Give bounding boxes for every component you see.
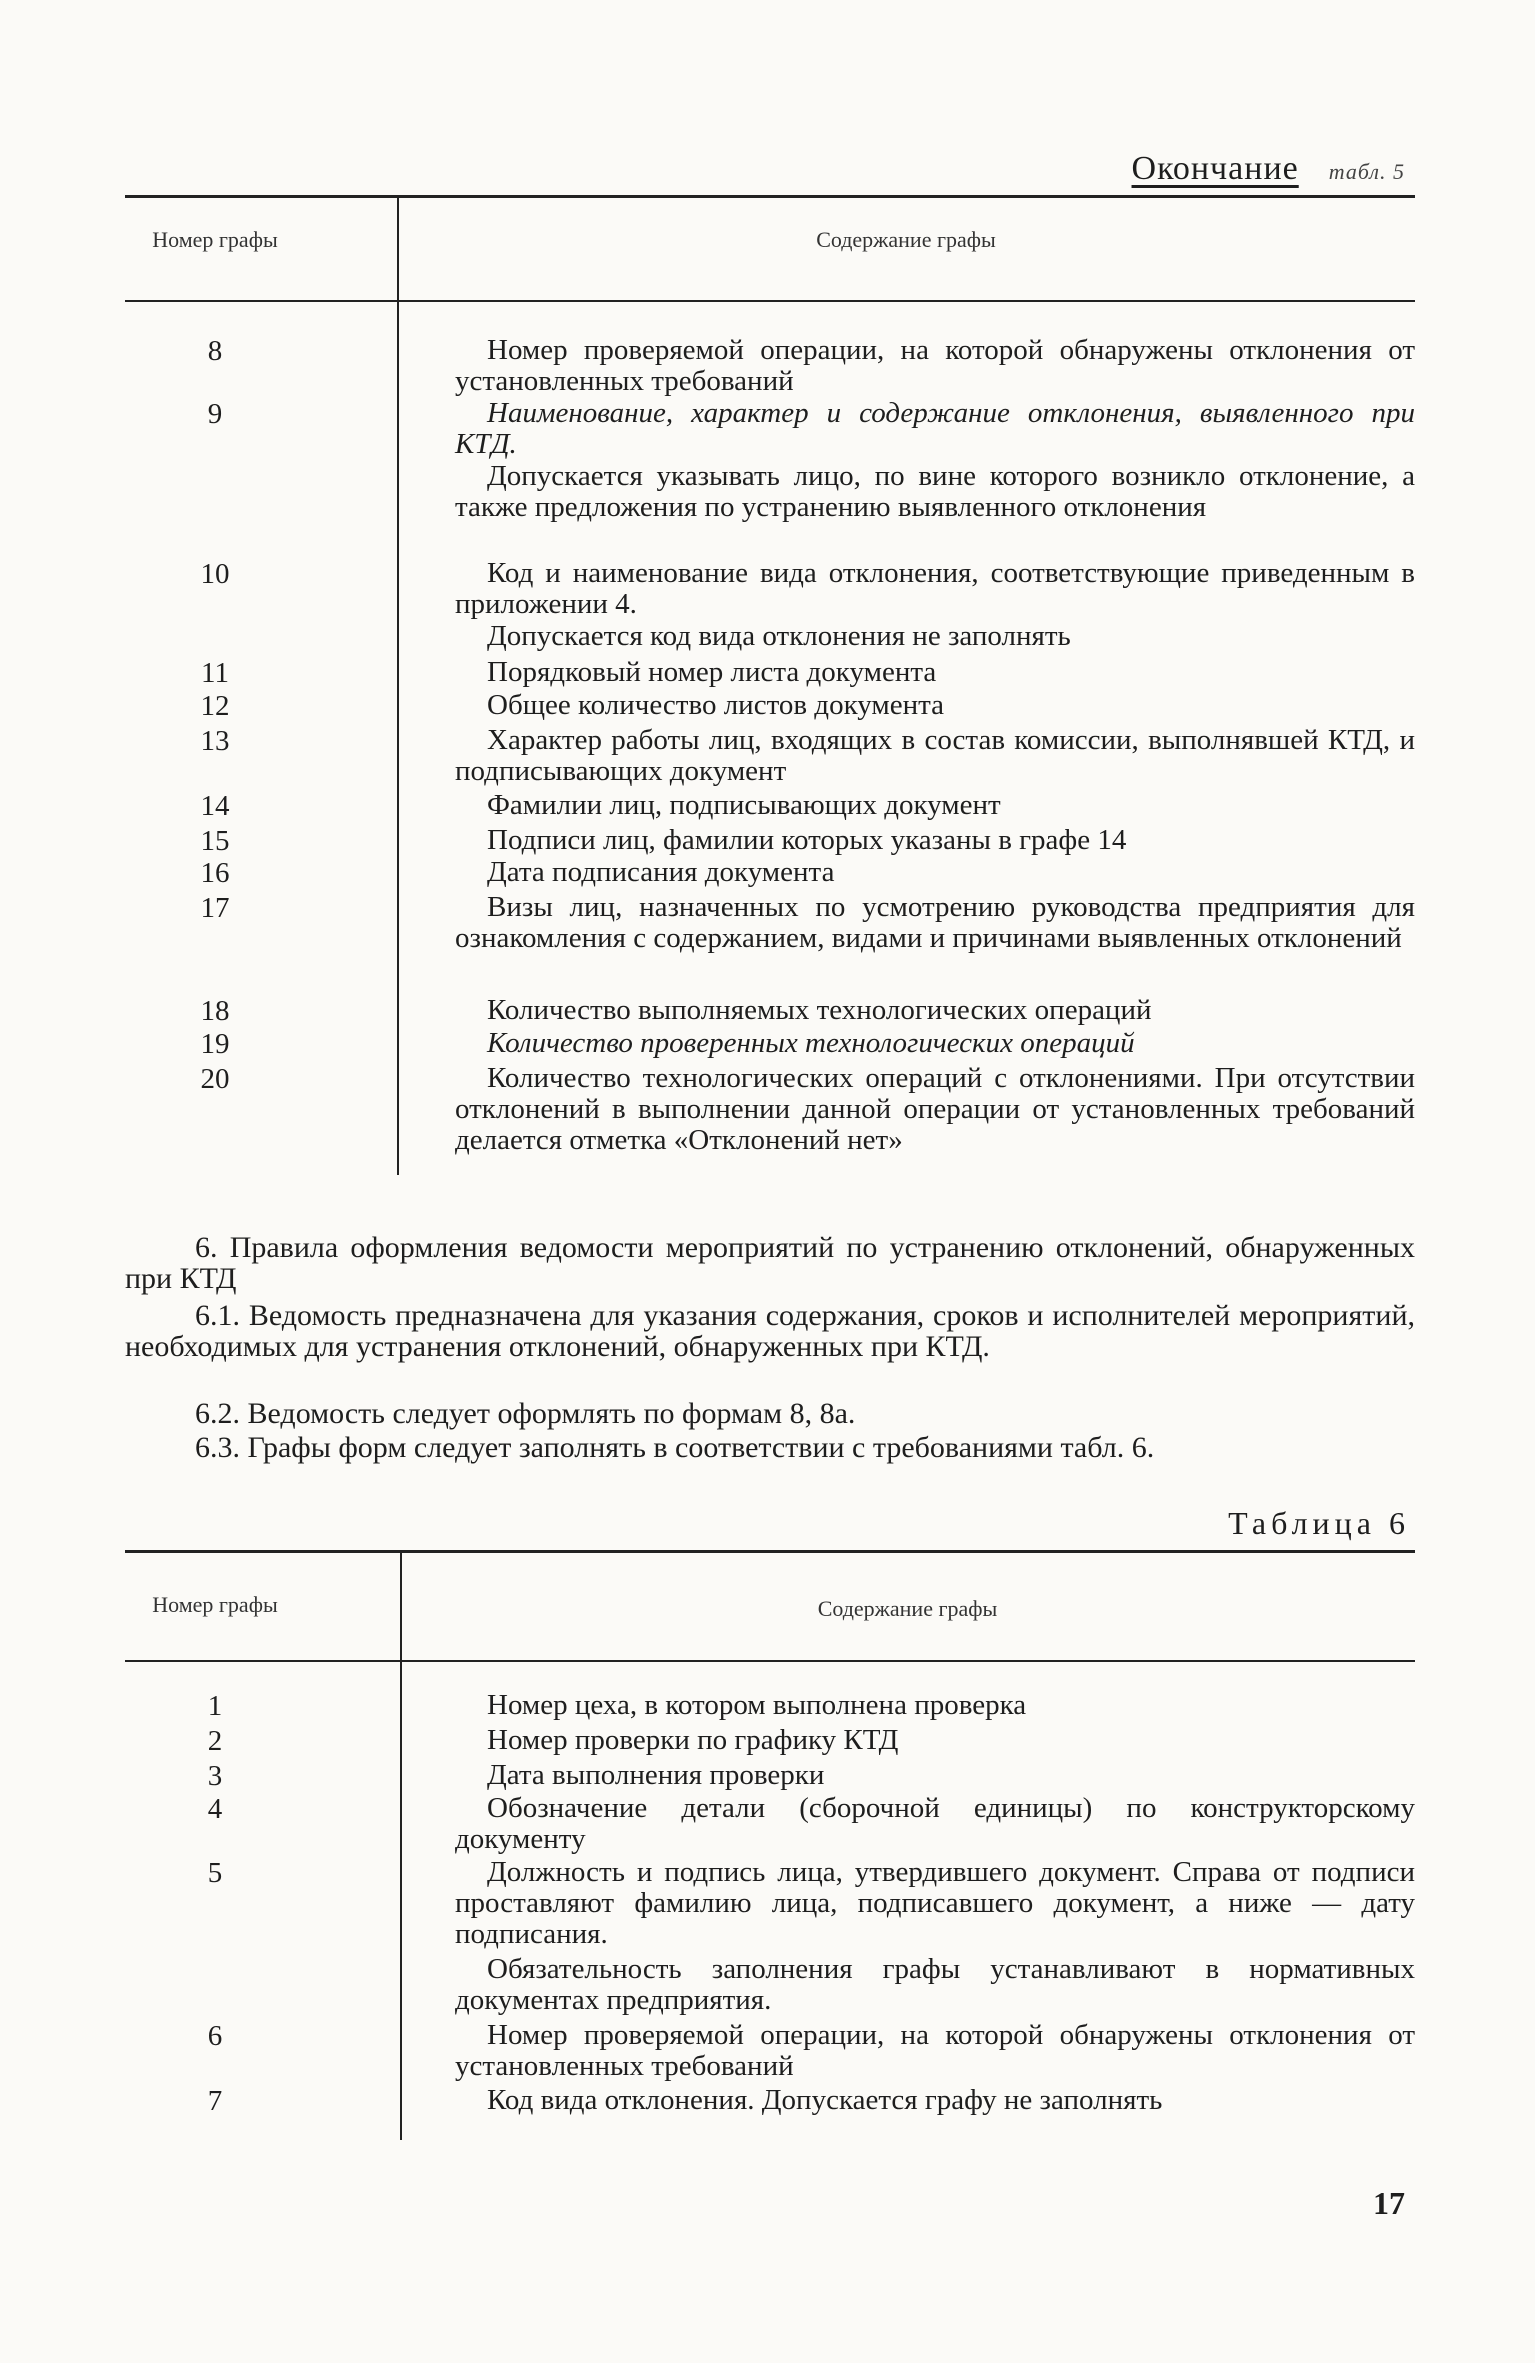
row-content: Номер проверяемой операции, на которой обнаружены отклонения от установленных требований	[455, 2019, 1415, 2082]
row-content: Номер проверки по графику КТД	[487, 1724, 899, 1756]
page-number: 17	[1373, 2185, 1405, 2221]
row-content: Фамилии лиц, подписывающих документ	[487, 789, 1001, 821]
row-content: Подписи лиц, фамилии которых указаны в графе 14	[487, 824, 1127, 856]
table-6-caption: Таблица 6	[1228, 1505, 1410, 1541]
row-number: 8	[207, 335, 223, 367]
header-col-number: Номер графы	[152, 227, 278, 252]
row-content: Должность и подпись лица, утвердившего документ. Справа от подписи проставляют фамилию лица, подписавшего документ, а ниже — дату подписания.	[455, 1856, 1415, 1950]
row-number: 5	[207, 1857, 223, 1889]
paragraph-6-3: 6.3. Графы форм следует заполнять в соответствии с требованиями табл. 6.	[195, 1431, 1155, 1464]
table-column-divider	[397, 195, 399, 1175]
row-number: 18	[200, 995, 230, 1027]
header-col-content: Содержание графы	[816, 227, 996, 252]
row-number: 4	[207, 1793, 223, 1825]
row-number: 11	[201, 657, 229, 689]
row-content: Количество проверенных технологических операций	[487, 1027, 1135, 1059]
table-column-divider	[400, 1550, 402, 2140]
row-number: 14	[200, 790, 230, 822]
row-content: Код и наименование вида отклонения, соответствующие приведенным в приложении 4.	[455, 557, 1415, 620]
row-number: 19	[200, 1028, 230, 1060]
row-content: Визы лиц, назначенных по усмотрению руководства предприятия для ознакомления с содержанием, видами и причинами выявленных отклонений	[455, 891, 1415, 954]
continuation-title	[1132, 150, 1405, 188]
row-content: Общее количество листов документа	[487, 689, 945, 721]
header-col-number: Номер графы	[152, 1592, 278, 1617]
row-content: Количество выполняемых технологических операций	[487, 994, 1152, 1026]
row-content: Количество технологических операций с отклонениями. При отсутствии отклонений в выполнении данной операции от установленных требований делается отметка «Отклонений нет»	[455, 1062, 1415, 1156]
row-number: 7	[207, 2085, 223, 2117]
row-number: 2	[207, 1725, 223, 1757]
row-content: Номер проверяемой операции, на которой обнаружены отклонения от установленных требований	[455, 334, 1415, 397]
row-content: Допускается указывать лицо, по вине которого возникло отклонение, а также предложения по устранению выявленного отклонения	[455, 460, 1415, 523]
paragraph-6-2: 6.2. Ведомость следует оформлять по формам 8, 8а.	[195, 1397, 856, 1430]
table-6	[125, 1550, 1415, 2140]
continuation-label: Окончание	[1131, 150, 1299, 187]
row-number: 13	[200, 725, 230, 757]
row-number: 3	[207, 1760, 223, 1792]
row-content: Порядковый номер листа документа	[487, 656, 937, 688]
row-number: 10	[200, 558, 230, 590]
row-number: 1	[207, 1690, 223, 1722]
row-content: Номер цеха, в котором выполнена проверка	[487, 1689, 1027, 1721]
table-header-rule	[125, 300, 1415, 302]
row-content: Обязательность заполнения графы устанавливают в нормативных документах предприятия.	[455, 1953, 1415, 2016]
row-number: 16	[200, 857, 230, 889]
row-number: 17	[200, 892, 230, 924]
row-content: Дата выполнения проверки	[487, 1759, 825, 1791]
header-col-content: Содержание графы	[817, 1596, 998, 1621]
row-content: Допускается код вида отклонения не заполнять	[487, 620, 1071, 652]
paragraph-6-1: 6.1. Ведомость предназначена для указания содержания, сроков и исполнителей мероприятий, необходимых для устранения отклонений, обнаруженных при КТД.	[125, 1299, 1415, 1363]
row-number: 12	[200, 690, 230, 722]
row-number: 15	[200, 825, 230, 857]
row-content: Характер работы лиц, входящих в состав комиссии, выполнявшей КТД, и подписывающих документ	[455, 724, 1415, 787]
row-number: 6	[207, 2020, 223, 2052]
section-6-heading: 6. Правила оформления ведомости мероприятий по устранению отклонений, обнаруженных при КТД	[125, 1231, 1415, 1295]
table-top-rule	[125, 1550, 1415, 1553]
table-reference: табл. 5	[1328, 159, 1405, 184]
row-content: Код вида отклонения. Допускается графу не заполнять	[487, 2084, 1163, 2116]
row-content: Наименование, характер и содержание отклонения, выявленного при КТД.	[455, 397, 1415, 460]
table-top-rule	[125, 195, 1415, 198]
row-content: Дата подписания документа	[487, 856, 835, 888]
row-number: 9	[207, 398, 223, 430]
table-header-rule	[125, 1660, 1415, 1662]
row-content: Обозначение детали (сборочной единицы) по конструкторскому документу	[455, 1792, 1415, 1855]
row-number: 20	[200, 1063, 230, 1095]
table-5	[125, 195, 1415, 1175]
